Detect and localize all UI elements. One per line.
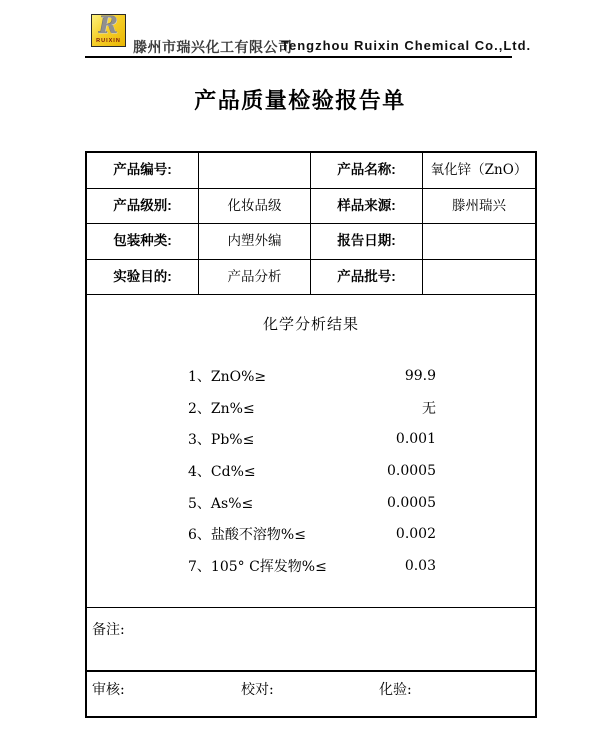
analysis-item-value: 无 — [422, 400, 436, 417]
product-code-value — [199, 153, 311, 189]
signoff-section — [87, 672, 535, 732]
analysis-item-label: 3、Pb%≤ — [188, 432, 255, 449]
remarks-section — [87, 608, 535, 672]
proofreader-label: 校对: — [241, 682, 274, 698]
sample-source-value: 滕州瑞兴 — [423, 189, 535, 225]
assayer-label: 化验: — [379, 682, 412, 698]
analysis-item — [87, 518, 535, 550]
packaging-type-label: 包装种类: — [87, 224, 199, 260]
report-date-value — [423, 224, 535, 260]
analysis-items — [87, 360, 535, 582]
ruixin-logo-icon — [91, 14, 126, 47]
test-purpose-label: 实验目的: — [87, 260, 199, 296]
product-code-label: 产品编号: — [87, 153, 199, 189]
product-name-value: 氧化锌（ZnO） — [423, 153, 535, 189]
batch-number-label: 产品批号: — [311, 260, 423, 296]
test-purpose-value: 产品分析 — [199, 260, 311, 296]
product-name-label: 产品名称: — [311, 153, 423, 189]
analysis-item-label: 4、Cd%≤ — [188, 463, 256, 480]
analysis-item-label: 2、Zn%≤ — [188, 400, 255, 417]
header-divider — [85, 56, 512, 58]
analysis-item-value: 0.03 — [404, 557, 436, 574]
analysis-item-label: 6、盐酸不溶物%≤ — [188, 527, 306, 544]
analysis-section-title: 化学分析结果 — [262, 315, 359, 333]
logo-brand-text: RUIXIN — [96, 38, 121, 44]
report-date-label: 报告日期: — [311, 224, 423, 260]
analysis-item — [87, 423, 535, 455]
analysis-item — [87, 487, 535, 519]
batch-number-value — [423, 260, 535, 296]
product-grade-value: 化妆品级 — [199, 189, 311, 225]
analysis-item-value: 0.001 — [395, 431, 436, 448]
analysis-item-label: 5、As%≤ — [188, 495, 254, 512]
analysis-item-label: 7、105° C挥发物%≤ — [188, 558, 327, 575]
remarks-label: 备注: — [92, 622, 125, 638]
packaging-type-value: 内塑外编 — [199, 224, 311, 260]
analysis-item — [87, 360, 535, 392]
analysis-item — [87, 550, 535, 582]
analysis-item-value: 0.0005 — [387, 462, 436, 479]
analysis-item — [87, 455, 535, 487]
page-title: 产品质量检验报告单 — [194, 88, 406, 113]
analysis-item-value: 0.002 — [395, 526, 436, 543]
analysis-item-value: 0.0005 — [387, 494, 436, 511]
reviewer-label: 审核: — [92, 682, 125, 698]
product-grade-label: 产品级别: — [87, 189, 199, 225]
company-name-chinese: 滕州市瑞兴化工有限公司 — [133, 40, 293, 56]
analysis-item-label: 1、ZnO%≥ — [188, 368, 267, 385]
analysis-section — [87, 313, 535, 608]
sample-source-label: 样品来源: — [311, 189, 423, 225]
analysis-item-value: 99.9 — [404, 367, 436, 384]
analysis-item — [87, 392, 535, 424]
company-name-english: Tengzhou Ruixin Chemical Co.,Ltd. — [281, 38, 532, 53]
info-grid — [87, 153, 535, 295]
report-table — [85, 151, 537, 718]
logo-letter-r: R — [98, 14, 119, 39]
